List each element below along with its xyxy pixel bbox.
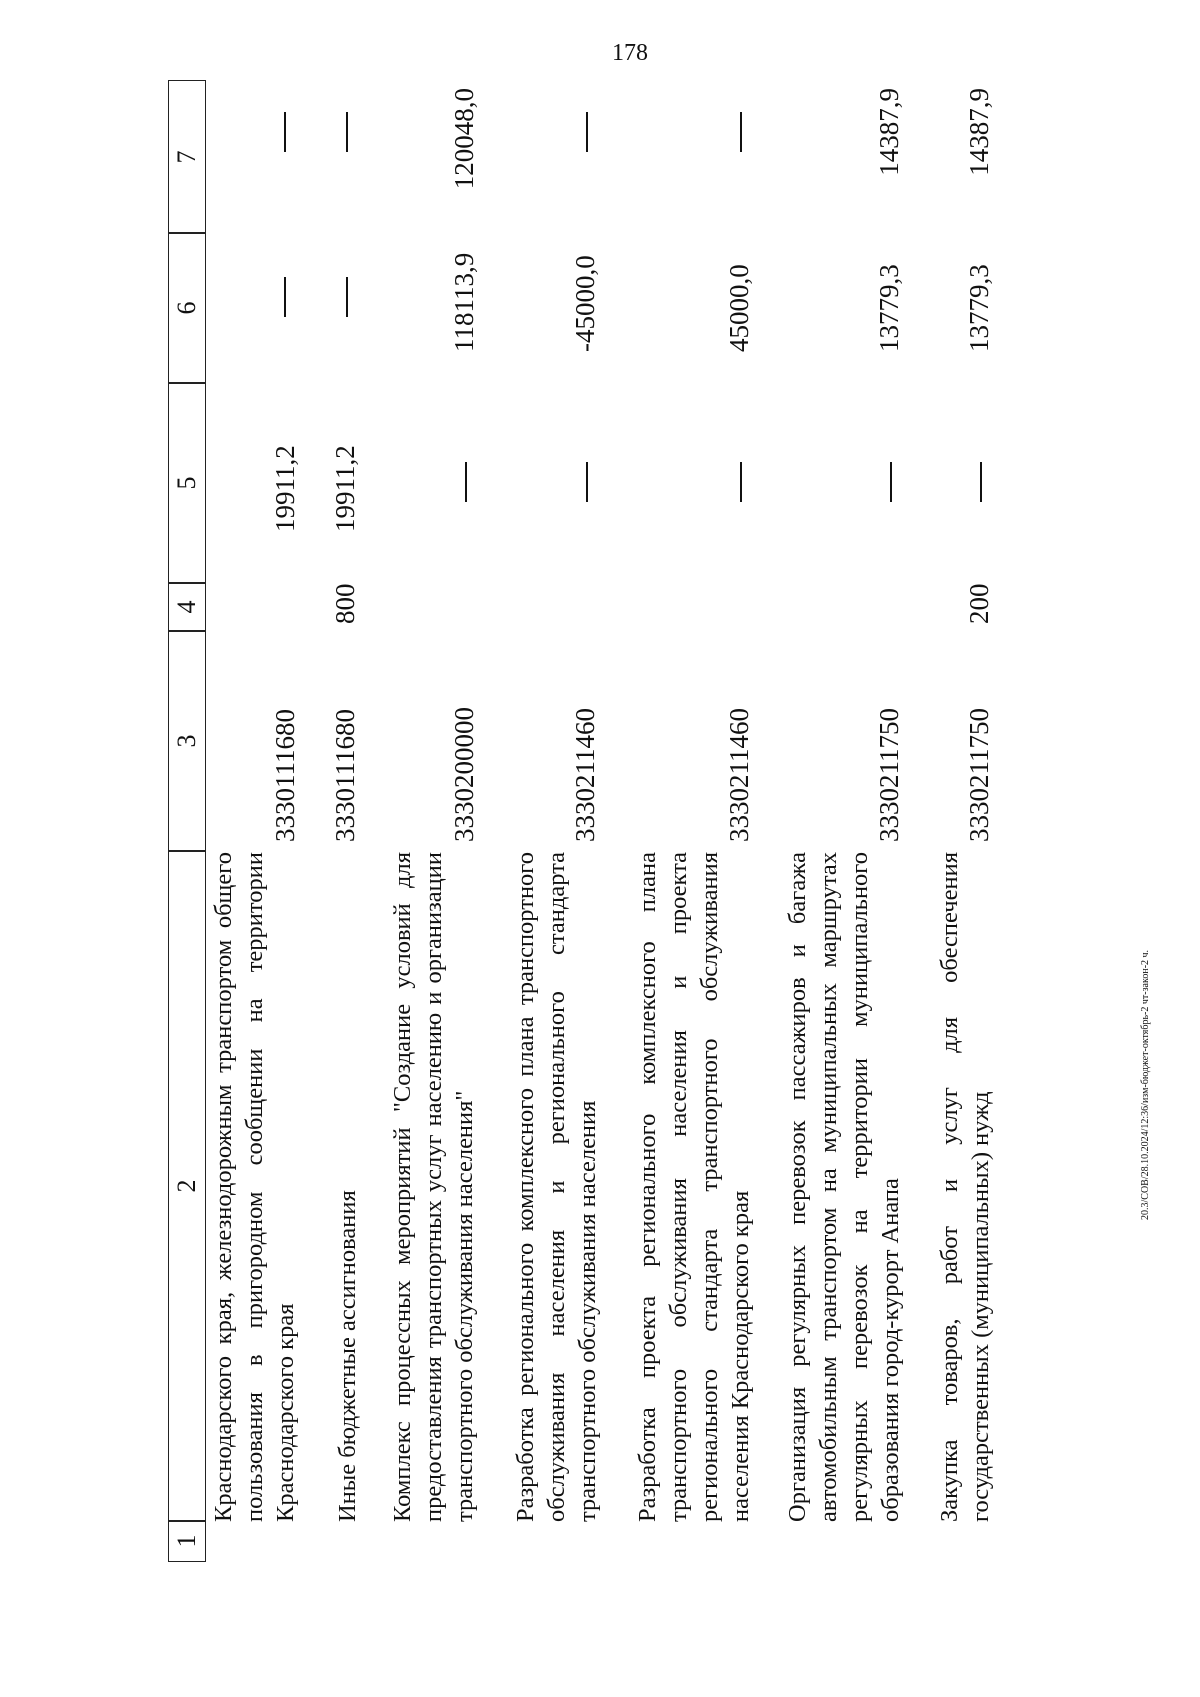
- row-description: Организация регулярных перевозок пассажиров и багажа автомобильным транспортом на муниципальных маршрутах регулярных перевозок на территории муниципального образования город-курорт Анапа: [784, 852, 904, 1522]
- row-code: 3330211460: [570, 708, 600, 842]
- row-description: Разработка проекта регионального комплексного плана транспортного обслуживания населения и проекта регионального стандарта транспортного обслуживания населения Краснодарского края: [634, 852, 754, 1522]
- row-col7-dash: [586, 112, 588, 152]
- row-code: 3330111680: [330, 709, 360, 842]
- row-col6-dash: [284, 277, 286, 317]
- row-col5-dash: [980, 462, 982, 502]
- row-col7: 14387,9: [874, 88, 904, 176]
- header-col-7: 7: [168, 80, 206, 234]
- header-col-2: 2: [168, 850, 206, 1522]
- row-code: 3330211750: [964, 708, 994, 842]
- row-col7: 14387,9: [964, 88, 994, 176]
- row-type: 200: [964, 583, 994, 624]
- row-col6: -45000,0: [570, 255, 600, 352]
- row-description: Иные бюджетные ассигнования: [334, 1190, 361, 1522]
- header-col-4: 4: [168, 582, 206, 632]
- row-col5-dash: [740, 462, 742, 502]
- row-col7: 120048,0: [449, 88, 479, 190]
- row-col7-dash: [346, 112, 348, 152]
- row-code: 3330211460: [724, 708, 754, 842]
- row-code: 3330200000: [449, 707, 479, 842]
- row-col5: 19911,2: [270, 445, 300, 532]
- footer-stamp: [1140, 949, 1151, 1221]
- header-col-1: 1: [168, 1520, 206, 1562]
- row-code: 3330211750: [874, 708, 904, 842]
- row-col6: 118113,9: [449, 252, 479, 352]
- row-col5-dash: [890, 462, 892, 502]
- page-number: 178: [612, 40, 648, 66]
- row-col6-dash: [346, 277, 348, 317]
- row-description: Комплекс процессных мероприятий "Создание условий для предоставления транспортных услуг населению и организации транспортного обслуживания населения": [389, 852, 478, 1522]
- budget-table: [168, 80, 1068, 1562]
- row-code: 3330111680: [270, 709, 300, 842]
- header-col-5: 5: [168, 382, 206, 584]
- row-col5-dash: [465, 462, 467, 502]
- row-col7-dash: [284, 112, 286, 152]
- header-col-3: 3: [168, 630, 206, 852]
- row-col5: 19911,2: [330, 445, 360, 532]
- row-description: Краснодарского края, железнодорожным транспортом общего пользования в пригородном сообщении на территории Краснодарского края: [210, 852, 299, 1522]
- row-col5-dash: [586, 462, 588, 502]
- row-col6: 13779,3: [964, 264, 994, 352]
- row-description: Закупка товаров, работ и услуг для обеспечения государственных (муниципальных) нужд: [936, 852, 994, 1522]
- footer-stamp-text: 20.3/СОВ/28.10.2024/12:36/изм-бюджет-октябрь-2 чт-закон-2 ч.: [1140, 949, 1151, 1220]
- row-col6: 13779,3: [874, 264, 904, 352]
- row-description: Разработка регионального комплексного плана транспортного обслуживания населения и регионального стандарта транспортного обслуживания населения: [512, 852, 601, 1522]
- row-col6: 45000,0: [724, 264, 754, 352]
- row-type: 800: [330, 583, 360, 624]
- row-col7-dash: [740, 112, 742, 152]
- table-header: [168, 80, 208, 1562]
- header-col-6: 6: [168, 232, 206, 384]
